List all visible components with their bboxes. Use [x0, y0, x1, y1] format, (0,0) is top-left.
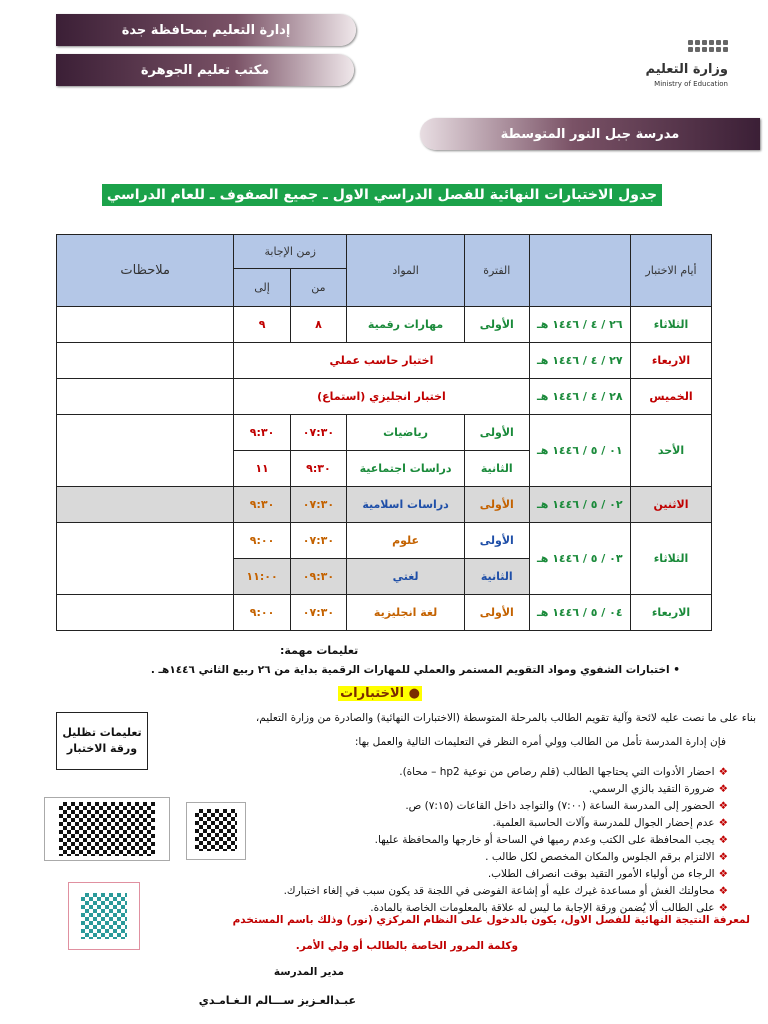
to-cell: ٩:٣٠: [234, 487, 290, 523]
notes-cell: [57, 487, 234, 523]
date-cell: ٠٢ / ٥ / ١٤٤٦ هـ: [529, 487, 630, 523]
instruction-item: [405, 800, 728, 812]
directorate-text: إدارة التعليم بمحافظة جدة: [121, 22, 291, 38]
date-cell: ٢٨ / ٤ / ١٤٤٦ هـ: [529, 379, 630, 415]
day-cell: الأحد: [631, 415, 712, 487]
to-cell: ٩:٣٠: [234, 415, 290, 451]
qr-icon: [81, 893, 127, 939]
table-row: [57, 523, 712, 559]
diamond-bullet-icon: ❖: [718, 783, 728, 795]
period-cell: الثانية: [465, 451, 530, 487]
date-cell: ٠١ / ٥ / ١٤٤٦ هـ: [529, 415, 630, 487]
notes-cell: [57, 343, 234, 379]
notes-cell: [57, 379, 234, 415]
to-cell: ٩:٠٠: [234, 595, 290, 631]
date-cell: ٠٣ / ٥ / ١٤٤٦ هـ: [529, 523, 630, 595]
school-text: مدرسة جبل النور المتوسطة: [500, 126, 680, 142]
date-cell: ٢٧ / ٤ / ١٤٤٦ هـ: [529, 343, 630, 379]
diamond-bullet-icon: ❖: [718, 834, 728, 846]
notes-cell: [57, 523, 234, 595]
intro-line-2: فإن إدارة المدرسة تأمل من الطالب وولي أمره النظر في التعليمات التالية والعمل بها:: [354, 736, 726, 748]
subject-cell: مهارات رقمية: [347, 307, 465, 343]
from-cell: ٠٧:٣٠: [290, 595, 346, 631]
period-cell: الأولى: [465, 523, 530, 559]
table-row: [57, 487, 712, 523]
diamond-bullet-icon: ❖: [718, 868, 728, 880]
result-note-2: وكلمة المرور الخاصة بالطالب أو ولي الأمر.: [295, 940, 518, 952]
footer-role: مدير المدرسة: [273, 966, 344, 978]
bullet-icon: ●: [404, 686, 420, 701]
qr-code-2: [186, 802, 246, 860]
from-cell: ٠٩:٣٠: [290, 559, 346, 595]
header-date-spacer: [529, 235, 630, 307]
note-bullet-1-text: اختبارات الشفوي ومواد التقويم المستمر والعملي للمهارات الرقمية بداية من ٢٦ ربيع الثاني ١٤٤٦هـ .: [150, 664, 670, 676]
office-text: مكتب تعليم الجوهرة: [140, 62, 270, 78]
instruction-item: [370, 902, 728, 914]
notes-cell: [57, 307, 234, 343]
instruction-text: عدم إحضار الجوال للمدرسة وآلات الحاسبة العلمية.: [492, 817, 715, 829]
instruction-item: [589, 783, 728, 795]
intro-line-1: بناء على ما نصت عليه لائحة وآلية تقويم الطالب بالمرحلة المتوسطة (الاختبارات النهائية) والصادرة من وزارة التعليم،: [255, 712, 756, 724]
instruction-text: الالتزام برقم الجلوس والمكان المخصص لكل طالب .: [485, 851, 715, 863]
period-cell: الأولى: [465, 595, 530, 631]
day-cell: الثلاثاء: [631, 307, 712, 343]
period-cell: الأولى: [465, 487, 530, 523]
subject-cell: لغتي: [347, 559, 465, 595]
day-cell: الخميس: [631, 379, 712, 415]
table-row: [57, 595, 712, 631]
instruction-text: احضار الأدوات التي يحتاجها الطالب (قلم رصاص من نوعية hp2 – محاة).: [399, 766, 715, 778]
header-days: أيام الاختبار: [631, 235, 712, 307]
merged-cell: اختبار حاسب عملي: [234, 343, 529, 379]
instruction-text: ضرورة التقيد بالزي الرسمي.: [588, 783, 715, 795]
instruction-text: محاولتك الغش أو مساعدة غيرك عليه أو إشاعة الفوضى في اللجنة قد يكون سبب في إلغاء اختبارك.: [283, 885, 715, 897]
note-bullet-2: [338, 686, 422, 701]
diamond-bullet-icon: ❖: [718, 885, 728, 897]
header-subjects: المواد: [347, 235, 465, 307]
from-cell: ٠٧:٣٠: [290, 523, 346, 559]
day-cell: الاربعاء: [631, 595, 712, 631]
period-cell: الثانية: [465, 559, 530, 595]
diamond-bullet-icon: ❖: [718, 851, 728, 863]
ministry-name-ar: وزارة التعليم: [645, 62, 728, 77]
instruction-item: [399, 766, 728, 778]
header-to: إلى: [234, 269, 290, 307]
directorate-banner: [56, 14, 356, 46]
instruction-item: [488, 868, 728, 880]
instruction-item: [485, 851, 728, 863]
header-notes: ملاحظات: [57, 235, 234, 307]
result-note-1: لمعرفة النتيجة النهائية للفصل الاول، يكون بالدخول على النظام المركزي (نور) وذلك باسم المستخدم: [232, 914, 750, 926]
to-cell: ١١:٠٠: [234, 559, 290, 595]
diamond-bullet-icon: ❖: [718, 817, 728, 829]
instruction-text: يجب المحافظة على الكتب وعدم رميها في الساحة أو خارجها والمحافظة عليها.: [374, 834, 715, 846]
diamond-bullet-icon: ❖: [718, 902, 728, 914]
note-bullet-1: [151, 664, 680, 676]
from-cell: ٠٧:٣٠: [290, 487, 346, 523]
day-cell: الاربعاء: [631, 343, 712, 379]
from-cell: ٩:٣٠: [290, 451, 346, 487]
to-cell: ٩: [234, 307, 290, 343]
qr-code-1: [44, 797, 170, 861]
date-cell: ٢٦ / ٤ / ١٤٤٦ هـ: [529, 307, 630, 343]
subject-cell: دراسات اسلامية: [347, 487, 465, 523]
period-cell: الأولى: [465, 415, 530, 451]
notes-heading: تعليمات مهمة:: [280, 644, 359, 657]
instruction-text: الرجاء من أولياء الأمور التقيد بوقت انصراف الطلاب.: [487, 868, 715, 880]
header-time: زمن الإجابة: [234, 235, 347, 269]
table-row: [57, 307, 712, 343]
subject-cell: علوم: [347, 523, 465, 559]
notes-cell: [57, 415, 234, 487]
table-row: [57, 415, 712, 451]
merged-cell: اختبار انجليزي (استماع): [234, 379, 529, 415]
subject-cell: دراسات اجتماعية: [347, 451, 465, 487]
day-cell: الثلاثاء: [631, 523, 712, 595]
qr-icon: [59, 802, 155, 856]
to-cell: ١١: [234, 451, 290, 487]
instruction-item: [492, 817, 728, 829]
exam-schedule-table: [56, 234, 712, 631]
to-cell: ٩:٠٠: [234, 523, 290, 559]
notes-cell: [57, 595, 234, 631]
footer-name: عبـدالعـزيز ســـالم الـغـامـدي: [198, 994, 356, 1007]
ministry-name-en: Ministry of Education: [654, 80, 728, 88]
schedule-title: جدول الاختبارات النهائية للفصل الدراسي الاول ـ جميع الصفوف ـ للعام الدراسي ١٤٤٦هـ: [102, 184, 662, 206]
diamond-bullet-icon: ❖: [718, 800, 728, 812]
note-bullet-2-text: الاختبارات: [340, 686, 405, 701]
period-cell: الأولى: [465, 307, 530, 343]
instruction-item: [284, 885, 728, 897]
day-cell: الاثنين: [631, 487, 712, 523]
school-banner: [420, 118, 760, 150]
bullet-icon: •: [669, 664, 680, 676]
from-cell: ٨: [290, 307, 346, 343]
table-row: [57, 379, 712, 415]
qr-code-3: [68, 882, 140, 950]
logo-mark-icon: [688, 40, 728, 52]
ministry-logo: [638, 40, 728, 90]
subject-cell: رياضيات: [347, 415, 465, 451]
diamond-bullet-icon: ❖: [718, 766, 728, 778]
table-row: [57, 343, 712, 379]
instruction-text: الحضور إلى المدرسة الساعة (٧:٠٠) والتواجد داخل القاعات (٧:١٥) ص.: [405, 800, 715, 812]
from-cell: ٠٧:٣٠: [290, 415, 346, 451]
subject-cell: لغة انجليزية: [347, 595, 465, 631]
shading-instructions-box: تعليمات تظليل ورقة الاختبار: [56, 712, 148, 770]
qr-icon: [195, 809, 237, 851]
header-period: الفترة: [465, 235, 530, 307]
header-from: من: [290, 269, 346, 307]
instruction-item: [375, 834, 728, 846]
instruction-text: على الطالب ألا يُضمن ورقة الإجابة ما ليس له علاقة بالمعلومات الخاصة بالمادة.: [370, 902, 715, 914]
date-cell: ٠٤ / ٥ / ١٤٤٦ هـ: [529, 595, 630, 631]
office-banner: [56, 54, 354, 86]
